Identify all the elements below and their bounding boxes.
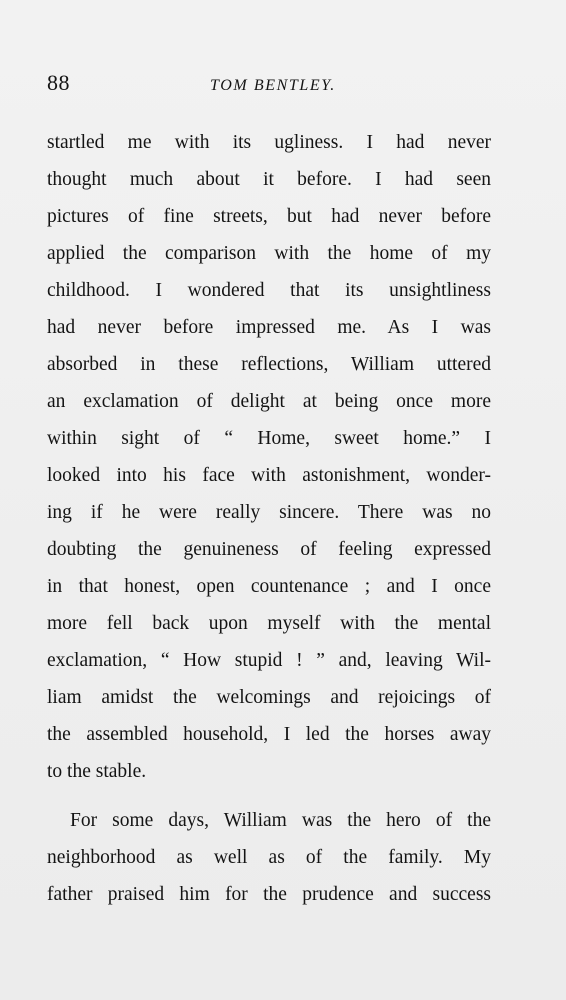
page-number: 88 xyxy=(47,70,70,95)
paragraph-2 xyxy=(47,802,491,913)
text-line: in that honest, open countenance ; and I once xyxy=(47,576,491,597)
text-line: thought much about it before. I had seen xyxy=(47,169,491,190)
text-line: liam amidst the welcomings and rejoicings of xyxy=(47,687,491,708)
text-line: absorbed in these reflections, William uttered xyxy=(47,354,491,375)
body-text xyxy=(47,124,491,913)
paragraph-gap xyxy=(47,790,491,802)
running-head xyxy=(0,70,566,100)
text-line: neighborhood as well as of the family. My xyxy=(47,847,491,868)
text-line: within sight of “ Home, sweet home.” I xyxy=(47,428,491,449)
text-line: an exclamation of delight at being once more xyxy=(47,391,491,412)
text-line: applied the comparison with the home of my xyxy=(47,243,491,264)
text-line: exclamation, “ How stupid ! ” and, leaving Wil- xyxy=(47,650,491,671)
running-title: TOM BENTLEY. xyxy=(210,77,336,94)
text-line: startled me with its ugliness. I had never xyxy=(47,132,491,153)
text-line: doubting the genuineness of feeling expressed xyxy=(47,539,491,560)
text-line: For some days, William was the hero of the xyxy=(70,810,491,831)
text-line: childhood. I wondered that its unsightliness xyxy=(47,280,491,301)
text-line: the assembled household, I led the horses away xyxy=(47,724,491,745)
text-line: father praised him for the prudence and success xyxy=(47,884,491,905)
text-line: looked into his face with astonishment, wonder- xyxy=(47,465,491,486)
paragraph-1 xyxy=(47,124,491,790)
text-line: to the stable. xyxy=(47,761,147,782)
text-line: had never before impressed me. As I was xyxy=(47,317,491,338)
text-line: ing if he were really sincere. There was no xyxy=(47,502,491,523)
text-line: more fell back upon myself with the mental xyxy=(47,613,491,634)
text-line: pictures of fine streets, but had never before xyxy=(47,206,491,227)
